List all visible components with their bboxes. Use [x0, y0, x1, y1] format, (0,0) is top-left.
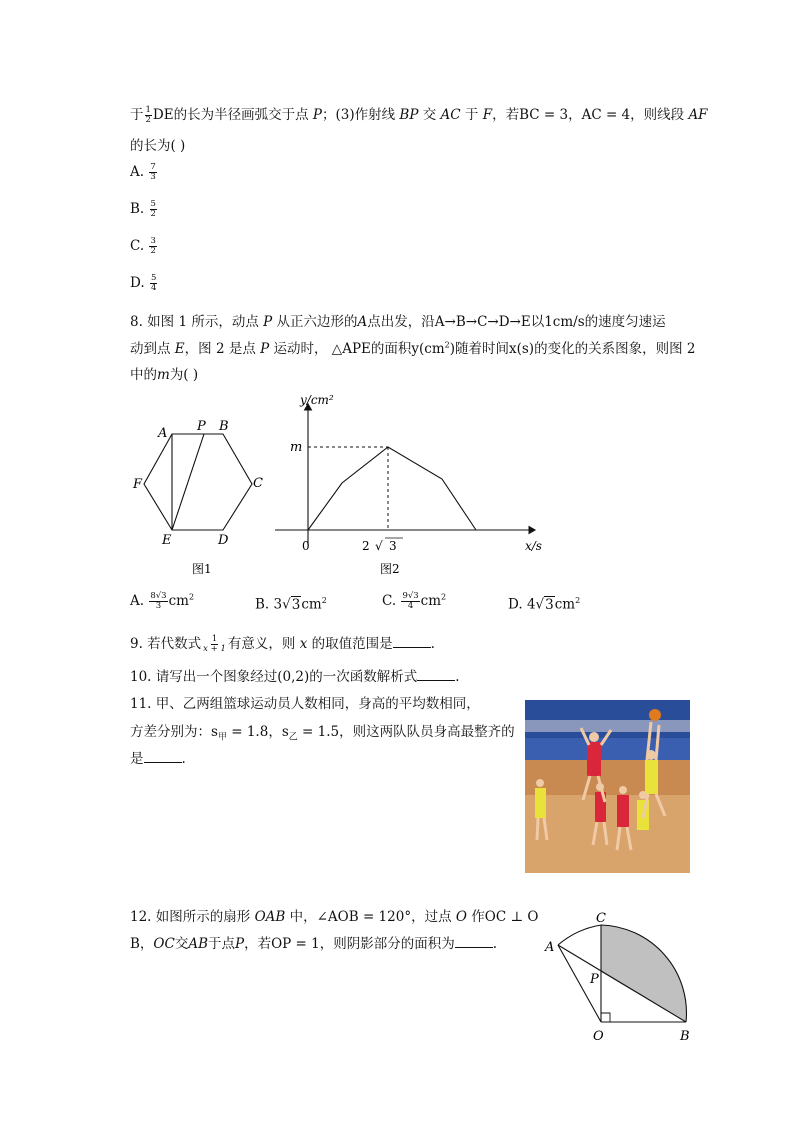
- frac-den: 4: [150, 283, 157, 293]
- q9-text: 有意义，则: [227, 636, 296, 652]
- q7-text: ，若BC = 3，AC = 4，则线段: [492, 107, 685, 123]
- var-a: A: [357, 314, 368, 330]
- unit: cm: [168, 593, 189, 609]
- q7-option-c: [130, 237, 158, 256]
- origin-label: 0: [302, 539, 310, 553]
- option-label: B.: [255, 596, 270, 613]
- var-bp: BP: [399, 107, 419, 123]
- q11-line3: [130, 747, 186, 767]
- frac-den: 2: [145, 115, 151, 125]
- q10-line: [130, 665, 460, 685]
- label-e: E: [162, 533, 172, 548]
- label-a: A: [158, 426, 168, 441]
- q8-option-a: [130, 592, 194, 611]
- frac-den: x + 1: [203, 644, 226, 654]
- var-f: F: [482, 107, 493, 123]
- frac-num: 1: [145, 105, 151, 115]
- label-b: B: [219, 419, 229, 434]
- q8-line1: [130, 310, 666, 330]
- option-fraction: [150, 274, 157, 293]
- var-m: m: [157, 367, 170, 383]
- q12-line1: [130, 905, 539, 925]
- unit: cm: [420, 593, 442, 609]
- x-tick-sqrt-sign: √: [375, 539, 383, 553]
- frac-num: 1: [211, 634, 218, 644]
- frac-den: 3: [155, 601, 162, 611]
- x-tick-coef: 2: [362, 539, 370, 553]
- var-p: P: [312, 107, 322, 123]
- q12-line2: [130, 932, 497, 952]
- frac-num: 3: [150, 236, 156, 246]
- q7-option-d: [130, 274, 158, 293]
- frac-num: 8√3: [150, 591, 167, 601]
- label-p: P: [590, 972, 599, 987]
- area-curve: [308, 447, 476, 530]
- var-x: x: [299, 636, 308, 652]
- radicand: 3: [545, 596, 554, 613]
- q7-half-fraction: [145, 106, 152, 125]
- q8-text: )随着时间x(s)的变化的关系图象，则图 2: [449, 341, 696, 357]
- option-fraction: [149, 592, 167, 611]
- q12-text: 作OC ⊥ O: [471, 909, 539, 925]
- superscript: 2: [441, 592, 447, 602]
- q9-fraction: [202, 635, 227, 654]
- q12-text: 12. 如图所示的扇形: [130, 909, 251, 925]
- q7-text: 于: [464, 107, 479, 123]
- q7-line2: 的长为( ): [130, 138, 186, 154]
- q7-option-a: [130, 163, 158, 182]
- frac-den: 2: [150, 209, 156, 219]
- q12-text: ，若OP = 1，则阴影部分的面积为: [244, 936, 455, 952]
- q8-text: 动到点: [130, 341, 171, 357]
- q10-text: .: [455, 669, 460, 685]
- option-fraction: [149, 237, 156, 256]
- var-oc: OC: [153, 936, 175, 952]
- radicand: 3: [291, 596, 301, 613]
- superscript: 2: [188, 592, 195, 602]
- var-af: AF: [688, 107, 708, 123]
- option-label: C.: [130, 238, 145, 254]
- q8-option-b: [255, 596, 327, 613]
- option-label: B.: [130, 201, 145, 217]
- q12-text: .: [492, 936, 498, 952]
- q8-text: 从正六边形的: [276, 314, 358, 330]
- q10-text: 10. 请写出一个图象经过(0,2)的一次函数解析式: [130, 669, 418, 685]
- label-f: F: [133, 477, 143, 492]
- superscript: 2: [575, 596, 581, 605]
- q11-text: .: [181, 751, 186, 767]
- superscript: 2: [444, 340, 450, 350]
- q9-text: 9. 若代数式: [130, 636, 202, 652]
- subscript-jia: 甲: [217, 732, 227, 743]
- answer-blank[interactable]: [455, 935, 493, 948]
- q11-text: 是: [130, 751, 144, 767]
- option-fraction: [401, 592, 419, 611]
- q7-line1: [130, 103, 708, 125]
- frac-num: 9√3: [402, 591, 419, 601]
- var-e: E: [174, 341, 185, 357]
- var-p: P: [263, 314, 273, 330]
- q7-text: 交: [422, 107, 437, 123]
- q11-text: 方差分别为：s: [130, 724, 218, 740]
- segment-pe: [172, 434, 204, 530]
- var-p: P: [235, 936, 245, 952]
- q8-text: 为( ): [169, 367, 199, 383]
- q8-figure1-hexagon: [128, 415, 273, 580]
- option-label: A.: [130, 164, 145, 180]
- var-p: P: [260, 341, 270, 357]
- option-fraction: [149, 163, 156, 182]
- answer-blank[interactable]: [144, 750, 182, 763]
- m-label: m: [290, 440, 303, 455]
- basketball-photo: [525, 700, 690, 873]
- answer-blank[interactable]: [393, 635, 431, 648]
- answer-blank[interactable]: [417, 668, 455, 681]
- var-o: O: [455, 909, 467, 925]
- figure-caption: 图2: [380, 562, 400, 576]
- q7-option-b: [130, 200, 158, 219]
- shaded-region: [601, 925, 686, 1022]
- basketball: [649, 709, 661, 721]
- frac-den: 4: [407, 601, 414, 611]
- figure-caption: 图1: [192, 562, 212, 576]
- y-axis-label: y/cm²: [300, 393, 334, 407]
- label-o: O: [593, 1029, 604, 1044]
- label-b: B: [680, 1029, 690, 1044]
- option-label: D.: [508, 596, 523, 613]
- q7-text: ；(3)作射线: [322, 107, 396, 123]
- frac-num: 7: [150, 162, 156, 172]
- q7-text: 于: [130, 107, 144, 123]
- q12-sector-figure: [540, 905, 700, 1050]
- q8-text: ，图 2 是点: [184, 341, 256, 357]
- q8-line2: [130, 337, 695, 357]
- q8-line3: [130, 363, 198, 383]
- coef: 3: [273, 596, 283, 613]
- q12-text: B，: [130, 936, 154, 952]
- q7-text: DE的长为半径画弧交于点: [152, 107, 309, 123]
- q9-line: [130, 632, 435, 654]
- right-angle-mark: [601, 1013, 610, 1022]
- q8-text: 8. 如图 1 所示，动点: [130, 314, 259, 330]
- q8-figure2-graph: [270, 390, 555, 580]
- coef: 4: [526, 596, 536, 613]
- subscript-yi: 乙: [288, 732, 298, 743]
- option-label: D.: [130, 275, 145, 291]
- q8-text: 点出发，沿A→B→C→D→E以1cm/s的速度匀速运: [367, 314, 666, 330]
- q9-text: 的取值范围是: [311, 636, 393, 652]
- x-axis-label: x/s: [525, 539, 542, 553]
- option-label: A.: [130, 593, 145, 609]
- hexagon-shape: [144, 434, 252, 530]
- label-d: D: [218, 533, 229, 548]
- label-c: C: [253, 476, 263, 491]
- q8-text: 运动时， △APE的面积y(cm: [273, 341, 445, 357]
- q11-text: = 1.8，s: [226, 724, 289, 740]
- label-p: P: [197, 419, 206, 434]
- x-tick-radicand: 3: [389, 539, 397, 553]
- frac-num: 5: [150, 273, 157, 283]
- sqrt-sign: √: [535, 596, 545, 613]
- option-label: C.: [382, 593, 397, 609]
- q9-text: .: [430, 636, 435, 652]
- basketball-photo-illustration: [525, 700, 690, 873]
- q12-text: 于点: [208, 936, 235, 952]
- q8-text: 中的: [130, 367, 157, 383]
- q8-option-c: [382, 592, 446, 611]
- var-oab: OAB: [254, 909, 286, 925]
- frac-den: 2: [150, 246, 156, 256]
- unit: cm: [301, 596, 322, 613]
- q8-option-d: [508, 596, 580, 613]
- label-a: A: [545, 940, 555, 955]
- q11-text: = 1.5，则这两队队员身高最整齐的: [297, 724, 515, 740]
- superscript: 2: [321, 596, 327, 605]
- q11-line1: 11. 甲、乙两组篮球运动员人数相同，身高的平均数相同，: [130, 696, 480, 712]
- var-ac: AC: [440, 107, 461, 123]
- q12-text: 中，∠AOB = 120°，过点: [289, 909, 452, 925]
- var-ab: AB: [188, 936, 208, 952]
- q12-text: 交: [174, 936, 189, 952]
- option-fraction: [150, 200, 157, 219]
- unit: cm: [554, 596, 576, 613]
- q11-line2: [130, 720, 515, 743]
- frac-den: 3: [150, 172, 156, 182]
- sqrt-sign: √: [282, 596, 291, 613]
- frac-num: 5: [150, 199, 156, 209]
- label-c: C: [596, 911, 606, 926]
